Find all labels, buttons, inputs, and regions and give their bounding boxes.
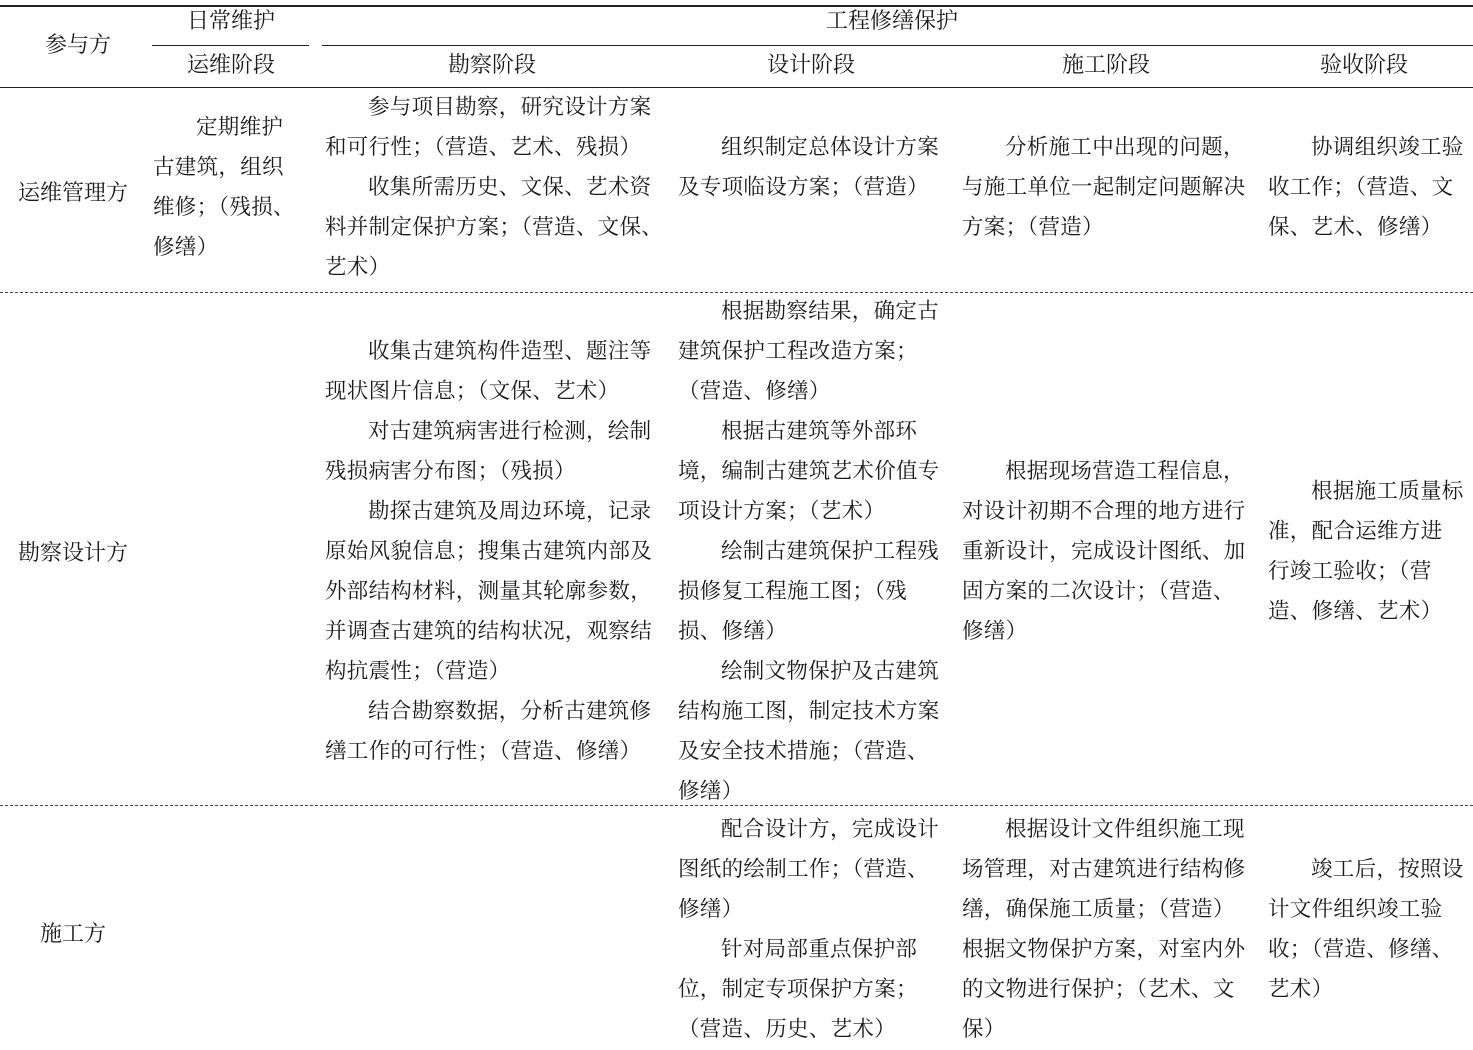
header-stage-construction: 施工阶段 [1061,53,1151,78]
cell-om-manager-survey [325,88,667,288]
cell-survey-design-survey [325,332,667,772]
cell-paragraph: 收集古建筑构件造型、题注等现状图片信息；（文保、艺术） [325,339,652,404]
cell-paragraph: 绘制古建筑保护工程残损修复工程施工图；（残损、修缮） [678,539,940,644]
header-bottom-rule [0,87,1473,88]
cell-paragraph: 根据施工质量标准，配合运维方进行竣工验收；（营造、修缮、艺术） [1268,479,1464,624]
cell-paragraph: 组织制定总体设计方案及专项临设方案；（营造） [678,135,940,200]
row-label-survey-design: 勘察设计方 [18,541,129,566]
cell-paragraph: 分析施工中出现的问题，与施工单位一起制定问题解决方案；（营造） [962,135,1246,240]
cell-paragraph: 根据设计文件组织施工现场管理，对古建筑进行结构修缮，确保施工质量；（营造）根据文物保护方案，对室内外的文物进行保护；（艺术、文保） [962,817,1246,1042]
cell-paragraph: 收集所需历史、文保、艺术资料并制定保护方案；（营造、文保、艺术） [325,175,664,280]
cell-paragraph: 根据现场营造工程信息，对设计初期不合理的地方进行重新设计，完成设计图纸、加固方案的二次设计；（营造、修缮） [962,459,1246,644]
cell-survey-design-construction [962,452,1250,652]
header-stage-design: 设计阶段 [766,53,856,78]
cell-om-manager-om [153,108,303,268]
cell-survey-design-design [678,292,944,812]
cell-paragraph: 勘探古建筑及周边环境，记录原始风貌信息；搜集古建筑内部及外部结构材料，测量其轮廓参数，并调查古建筑的结构状况，观察结构抗震性；（营造） [325,499,653,684]
cell-om-manager-acceptance [1268,128,1464,248]
cell-paragraph: 根据勘察结果，确定古建筑保护工程改造方案；（营造、修缮） [678,299,940,404]
cell-paragraph: 根据古建筑等外部环境，编制古建筑艺术价值专项设计方案；（艺术） [678,419,940,524]
header-daily-maintenance: 日常维护 [186,9,276,34]
header-stage-acceptance: 验收阶段 [1319,53,1409,78]
cell-survey-design-acceptance [1268,472,1464,632]
header-party: 参与方 [44,33,112,58]
cell-paragraph: 绘制文物保护及古建筑结构施工图，制定技术方案及安全技术措施；（营造、修缮） [678,659,940,804]
cell-paragraph: 定期维护古建筑，组织维修；（残损、修缮） [153,115,295,260]
cell-construction-party-acceptance [1268,850,1464,1010]
cell-paragraph: 结合勘察数据，分析古建筑修缮工作的可行性；（营造、修缮） [325,699,652,764]
cell-paragraph: 协调组织竣工验收工作；（营造、文保、艺术、修缮） [1268,135,1464,240]
row-label-construction-party: 施工方 [40,922,107,947]
cell-paragraph: 参与项目勘察，研究设计方案和可行性；（营造、艺术、残损） [325,95,652,160]
table-top-rule [0,5,1473,7]
header-stage-survey: 勘察阶段 [447,53,537,78]
engineering-header-rule [322,45,1473,46]
cell-paragraph: 配合设计方，完成设计图纸的绘制工作；（营造、修缮） [678,817,940,922]
cell-om-manager-construction [962,128,1247,248]
cell-construction-party-construction [962,810,1250,1050]
cell-paragraph: 针对局部重点保护部位，制定专项保护方案；（营造、历史、艺术） [678,937,918,1042]
header-engineering-repair: 工程修缮保护 [825,9,959,34]
row-label-om-manager: 运维管理方 [18,181,129,206]
daily-header-rule [152,45,309,46]
cell-paragraph: 对古建筑病害进行检测，绘制残损病害分布图；（残损） [325,419,652,484]
header-stage-om: 运维阶段 [186,53,276,78]
cell-construction-party-design [678,810,944,1050]
cell-paragraph: 竣工后，按照设计文件组织竣工验收；（营造、修缮、艺术） [1268,857,1464,1002]
cell-om-manager-design [678,128,940,208]
